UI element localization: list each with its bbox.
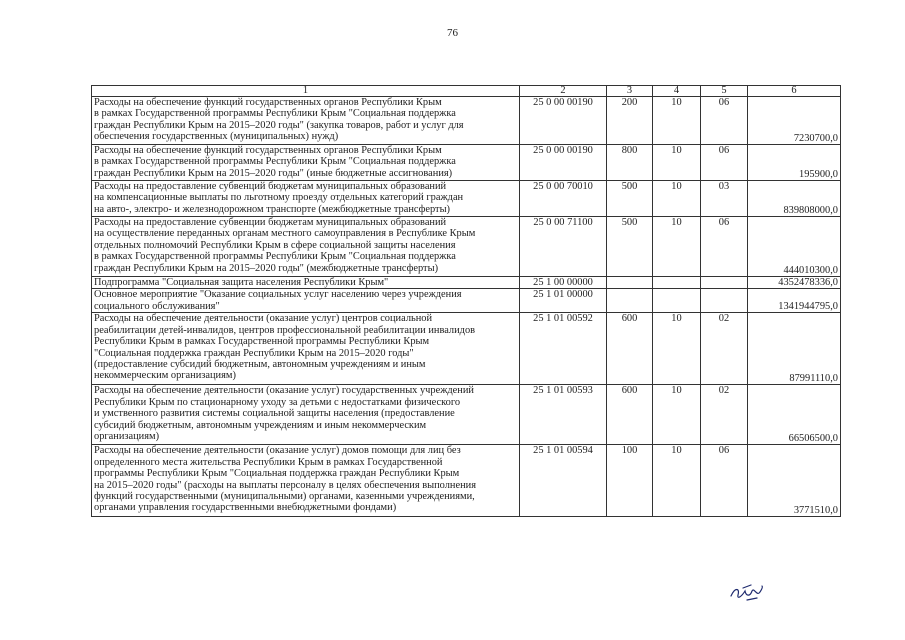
header-cell-name: 1 xyxy=(92,86,520,97)
row-subsection-cell: 06 xyxy=(701,145,748,181)
row-name-cell: Основное мероприятие "Оказание социальных услуг населению через учреждения социального обслуживания" xyxy=(92,289,520,313)
row-amount-cell: 839808000,0 xyxy=(748,181,841,217)
table-row xyxy=(92,181,841,217)
signature-mark xyxy=(727,581,767,603)
row-subsection-cell: 03 xyxy=(701,181,748,217)
row-name-cell: Расходы на предоставление субвенции бюджетам муниципальных образований на осуществление переданных органам местного самоуправления в Республике Крым отдельных полномочий Республики Крым в сфере социальной защиты населения в рамках Государственной программы Республики Крым "Социальная поддержка граждан Республики Крым на 2015–2020 годы" (межбюджетные трансферты) xyxy=(92,217,520,277)
row-name-cell: Подпрограмма "Социальная защита населения Республики Крым" xyxy=(92,277,520,289)
row-type-cell: 600 xyxy=(607,313,653,385)
row-section-cell: 10 xyxy=(653,445,701,517)
table-row xyxy=(92,313,841,385)
header-cell-amount: 6 xyxy=(748,86,841,97)
row-type-cell: 600 xyxy=(607,385,653,445)
page-number: 76 xyxy=(447,27,458,39)
row-subsection-cell: 06 xyxy=(701,445,748,517)
row-type-cell: 800 xyxy=(607,145,653,181)
row-section-cell: 10 xyxy=(653,181,701,217)
row-amount-cell: 66506500,0 xyxy=(748,385,841,445)
table-row xyxy=(92,385,841,445)
row-section-cell: 10 xyxy=(653,313,701,385)
row-name-cell: Расходы на обеспечение деятельности (оказание услуг) центров социальной реабилитации детей-инвалидов, центров профессиональной реабилитации инвалидов Республики Крым в рамках Государственной программы Республики Крым "Социальная поддержка граждан Республики Крым на 2015–2020 годы" (предоставление субсидий бюджетным, автономным учреждениям и иным некоммерческим организациям) xyxy=(92,313,520,385)
row-name-cell: Расходы на предоставление субвенций бюджетам муниципальных образований на компенсационные выплаты по льготному проезду отдельных категорий граждан на авто-, электро- и железнодорожном транспорте (межбюджетные трансферты) xyxy=(92,181,520,217)
row-type-cell: 500 xyxy=(607,181,653,217)
row-name-cell: Расходы на обеспечение деятельности (оказание услуг) государственных учреждений Республики Крым по стационарному уходу за детьми с недостатками физического и умственного развития системы социальной защиты населения (предоставление субсидий бюджетным, автономным учреждениям и иным некоммерческим организациям) xyxy=(92,385,520,445)
row-subsection-cell: 06 xyxy=(701,97,748,145)
row-subsection-cell xyxy=(701,289,748,313)
table-row xyxy=(92,289,841,313)
row-name-cell: Расходы на обеспечение функций государственных органов Республики Крым в рамках Государственной программы Республики Крым "Социальная поддержка граждан Республики Крым на 2015–2020 годы" (закупка товаров, работ и услуг для обеспечения государственных (муниципальных) нужд) xyxy=(92,97,520,145)
row-section-cell: 10 xyxy=(653,217,701,277)
row-section-cell xyxy=(653,289,701,313)
row-code-cell: 25 1 01 00593 xyxy=(520,385,607,445)
row-section-cell: 10 xyxy=(653,145,701,181)
row-type-cell xyxy=(607,277,653,289)
table-row xyxy=(92,445,841,517)
row-subsection-cell: 06 xyxy=(701,217,748,277)
header-cell-type: 3 xyxy=(607,86,653,97)
row-type-cell xyxy=(607,289,653,313)
row-amount-cell: 195900,0 xyxy=(748,145,841,181)
table-body xyxy=(92,86,841,517)
row-subsection-cell: 02 xyxy=(701,313,748,385)
row-name-cell: Расходы на обеспечение деятельности (оказание услуг) домов помощи для лиц без определенного места жительства Республики Крым в рамках Государственной программы Республики Крым "Социальная поддержка граждан Республики Крым на 2015–2020 годы" (расходы на выплаты персоналу в целях обеспечения выполнения функций государственными (муниципальными) органами, казенными учреждениями, органами управления государственными внебюджетными фондами) xyxy=(92,445,520,517)
table-row xyxy=(92,97,841,145)
row-subsection-cell xyxy=(701,277,748,289)
header-cell-subsection: 5 xyxy=(701,86,748,97)
table-row xyxy=(92,217,841,277)
row-amount-cell: 4352478336,0 xyxy=(748,277,841,289)
row-code-cell: 25 0 00 70010 xyxy=(520,181,607,217)
row-amount-cell: 87991110,0 xyxy=(748,313,841,385)
table-row xyxy=(92,145,841,181)
row-code-cell: 25 1 01 00594 xyxy=(520,445,607,517)
row-code-cell: 25 1 01 00592 xyxy=(520,313,607,385)
row-amount-cell: 7230700,0 xyxy=(748,97,841,145)
row-code-cell: 25 1 00 00000 xyxy=(520,277,607,289)
row-amount-cell: 444010300,0 xyxy=(748,217,841,277)
table-header-row xyxy=(92,86,841,97)
budget-table xyxy=(91,85,841,517)
header-cell-code: 2 xyxy=(520,86,607,97)
table-row xyxy=(92,277,841,289)
row-section-cell xyxy=(653,277,701,289)
row-subsection-cell: 02 xyxy=(701,385,748,445)
row-section-cell: 10 xyxy=(653,97,701,145)
row-code-cell: 25 1 01 00000 xyxy=(520,289,607,313)
row-type-cell: 100 xyxy=(607,445,653,517)
row-type-cell: 500 xyxy=(607,217,653,277)
row-section-cell: 10 xyxy=(653,385,701,445)
row-amount-cell: 1341944795,0 xyxy=(748,289,841,313)
row-code-cell: 25 0 00 71100 xyxy=(520,217,607,277)
row-name-cell: Расходы на обеспечение функций государственных органов Республики Крым в рамках Государственной программы Республики Крым "Социальная поддержка граждан Республики Крым на 2015–2020 годы" (иные бюджетные ассигнования) xyxy=(92,145,520,181)
row-code-cell: 25 0 00 00190 xyxy=(520,145,607,181)
row-code-cell: 25 0 00 00190 xyxy=(520,97,607,145)
row-amount-cell: 3771510,0 xyxy=(748,445,841,517)
row-type-cell: 200 xyxy=(607,97,653,145)
signature-stroke xyxy=(731,585,762,600)
header-cell-section: 4 xyxy=(653,86,701,97)
